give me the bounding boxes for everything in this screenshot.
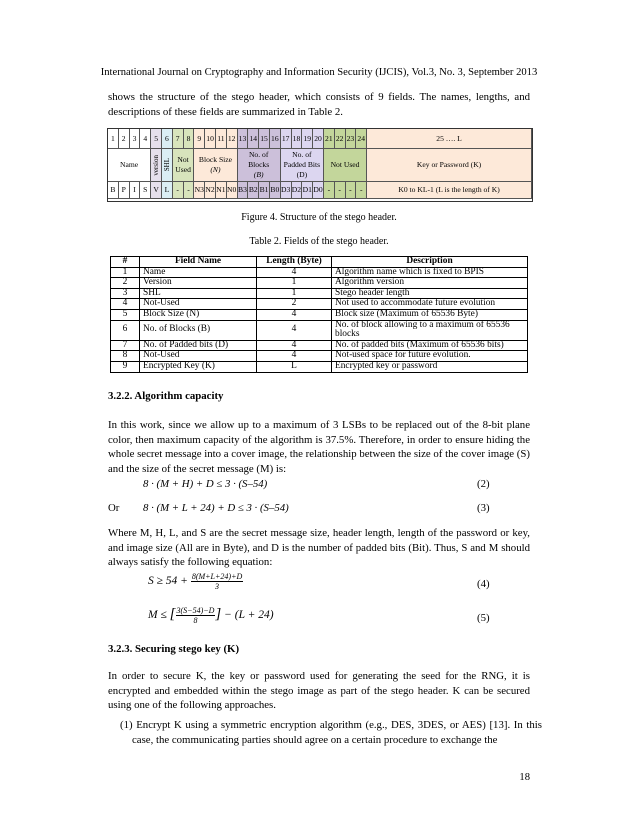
fig-pos: 3 [130, 129, 141, 149]
fig-sym: D3 [281, 182, 292, 199]
fig-sym: - [356, 182, 367, 199]
equation-5: M ≤ [ $\frac{3(S-54)-D}{8}] - (L + 24)$ [148, 606, 274, 625]
table-row [111, 267, 528, 278]
table-cell: 2 [111, 278, 140, 289]
table-cell: Not-Used [140, 351, 257, 362]
fig-pos: 12 [227, 129, 238, 149]
table-row [111, 309, 528, 320]
col-header: Length (Byte) [257, 257, 332, 268]
fig-pos: 4 [140, 129, 151, 149]
table-cell: Algorithm version [332, 278, 528, 289]
table-cell: 4 [257, 320, 332, 340]
fig-sym-key: K0 to KL-1 (L is the length of K) [367, 182, 532, 199]
table-cell: 8 [111, 351, 140, 362]
fig-sym: D1 [302, 182, 313, 199]
table-cell: 1 [257, 278, 332, 289]
fig-sym: D0 [313, 182, 324, 199]
fig-sym: - [324, 182, 335, 199]
fig-pos: 1 [108, 129, 119, 149]
table-cell: 9 [111, 361, 140, 372]
fig-sym: L [162, 182, 173, 199]
fig-pos: 9 [194, 129, 205, 149]
fig-field-version: version [151, 149, 162, 182]
fig-sym: B0 [270, 182, 281, 199]
table-cell: Stego header length [332, 288, 528, 299]
fig-pos: 20 [313, 129, 324, 149]
fig-sym: N0 [227, 182, 238, 199]
fig-pos: 5 [151, 129, 162, 149]
table-cell: Algorithm name which is fixed to BPIS [332, 267, 528, 278]
table-cell: Version [140, 278, 257, 289]
fig-sym: S [140, 182, 151, 199]
table-cell: Not used to accommodate future evolution [332, 299, 528, 310]
table-cell: 4 [257, 267, 332, 278]
or-label: Or [108, 502, 120, 514]
fig-pos: 19 [302, 129, 313, 149]
fig-pos: 21 [324, 129, 335, 149]
fig-pos: 13 [238, 129, 249, 149]
table-cell: SHL [140, 288, 257, 299]
fig-pos: 2 [119, 129, 130, 149]
fig-sym: - [335, 182, 346, 199]
table-cell: 1 [111, 267, 140, 278]
table-cell: 6 [111, 320, 140, 340]
col-header: Field Name [140, 257, 257, 268]
fig-field-block-size: Block Size (N) [194, 149, 237, 182]
fig-pos-key: 25 …. L [367, 129, 532, 149]
table-cell: Encrypted Key (K) [140, 361, 257, 372]
variables-paragraph: Where M, H, L, and S are the secret message size, header length, length of the password or key, and image size (All are in Byte), and D is the number of padded bits (Bit). Thus, S and M should always satisfy the following equation: [108, 527, 530, 569]
fig-field-no-blocks: No. of Blocks (B) [238, 149, 281, 182]
fig-pos: 6 [162, 129, 173, 149]
fig-field-padded-bits: No. of Padded Bits (D) [281, 149, 324, 182]
fig-field-not-used-2: Not Used [324, 149, 367, 182]
fig-field-shl: SHL [162, 149, 173, 182]
fig-pos: 22 [335, 129, 346, 149]
table-cell: No. of block allowing to a maximum of 65536 blocks [332, 320, 528, 340]
table-cell: No. of padded bits (Maximum of 65536 bits) [332, 340, 528, 351]
table-header-row [111, 257, 528, 268]
fig-pos: 16 [270, 129, 281, 149]
table-row [111, 299, 528, 310]
equation-2: 8 · (M + H) + D ≤ 3 · (S–54) [143, 478, 268, 490]
figure-caption: Figure 4. Structure of the stego header. [241, 212, 397, 223]
fig-pos: 8 [184, 129, 195, 149]
table-cell: Encrypted key or password [332, 361, 528, 372]
table-cell: Block size (Maximum of 65536 Byte) [332, 309, 528, 320]
securing-paragraph: In order to secure K, the key or password used for generating the seed for the RNG, it is encrypted and embedded within the stego image as part of the stego header. K can be secured using one of the following approaches. [108, 670, 530, 712]
fig-sym: B3 [238, 182, 249, 199]
fig-pos: 15 [259, 129, 270, 149]
table-body [111, 267, 528, 372]
table-cell: 2 [257, 299, 332, 310]
table-cell: No. of Padded bits (D) [140, 340, 257, 351]
page-number: 18 [519, 772, 530, 783]
fig-field-key: Key or Password (K) [367, 149, 532, 182]
fig-pos: 7 [173, 129, 184, 149]
fig-sym: B2 [248, 182, 259, 199]
stego-header-figure [107, 128, 533, 202]
table-cell: Name [140, 267, 257, 278]
table-cell: 1 [257, 288, 332, 299]
fig-sym: P [119, 182, 130, 199]
col-header: Description [332, 257, 528, 268]
fig-field-not-used: Not Used [173, 149, 195, 182]
table-cell: 3 [111, 288, 140, 299]
fig-sym: - [173, 182, 184, 199]
fig-sym: I [130, 182, 141, 199]
fig-pos: 10 [205, 129, 216, 149]
capacity-paragraph: In this work, since we allow up to a maximum of 3 LSBs to be replaced out of the 8-bit plane color, then maximum capacity of the algorithm is 37.5%. Therefore, in order to ensure hiding the whole secret message into a cover image, the relationship between the size of the cover image (S) and the size of the secret message (M) is: [108, 419, 530, 475]
table-cell: 5 [111, 309, 140, 320]
equation-4-number: (4) [477, 578, 490, 590]
table-cell: 4 [257, 351, 332, 362]
fig-sym: D2 [292, 182, 303, 199]
fig-pos: 23 [346, 129, 357, 149]
table-cell: L [257, 361, 332, 372]
section-heading-322: 3.2.2. Algorithm capacity [108, 390, 224, 402]
fig-sym: B [108, 182, 119, 199]
equation-3: 8 · (M + L + 24) + D ≤ 3 · (S–54) [143, 502, 289, 514]
table-cell: 4 [111, 299, 140, 310]
fig-sym: N2 [205, 182, 216, 199]
fig-field-name: Name [108, 149, 151, 182]
table-row [111, 320, 528, 340]
table-cell: Block Size (N) [140, 309, 257, 320]
table-cell: Not-used space for future evolution. [332, 351, 528, 362]
fields-table [110, 256, 528, 373]
table-cell: No. of Blocks (B) [140, 320, 257, 340]
table-row [111, 351, 528, 362]
fig-sym: - [346, 182, 357, 199]
col-header: # [111, 257, 140, 268]
table-caption: Table 2. Fields of the stego header. [249, 236, 389, 247]
table-cell: 4 [257, 309, 332, 320]
fig-pos: 11 [216, 129, 227, 149]
section-heading-323: 3.2.3. Securing stego key (K) [108, 643, 240, 655]
list-item-1: (1) Encrypt K using a symmetric encryption algorithm (e.g., DES, 3DES, or AES) [13]. In this case, the communicating parties should agree on a certain procedure to exchange the [120, 719, 542, 746]
intro-paragraph: shows the structure of the stego header, which consists of 9 fields. The names, lengths, and descriptions of these fields are summarized in Table 2. [108, 91, 530, 118]
equation-3-number: (3) [477, 502, 490, 514]
fig-sym: N1 [216, 182, 227, 199]
table-row [111, 361, 528, 372]
table-row [111, 278, 528, 289]
fig-sym: N3 [194, 182, 205, 199]
fig-pos: 24 [356, 129, 367, 149]
table-cell: 7 [111, 340, 140, 351]
table-cell: 4 [257, 340, 332, 351]
fig-pos: 14 [248, 129, 259, 149]
fig-sym: V [151, 182, 162, 199]
equation-5-number: (5) [477, 612, 490, 624]
fig-pos: 17 [281, 129, 292, 149]
fig-pos: 18 [292, 129, 303, 149]
table-cell: Not-Used [140, 299, 257, 310]
equation-4: S ≥ 54 + $\frac{8(M+L+24)+D}{3}$ [148, 572, 243, 591]
fig-sym: - [184, 182, 195, 199]
equation-2-number: (2) [477, 478, 490, 490]
journal-header: International Journal on Cryptography and Information Security (IJCIS), Vol.3, No. 3, September 2013 [100, 67, 538, 78]
fig-sym: B1 [259, 182, 270, 199]
